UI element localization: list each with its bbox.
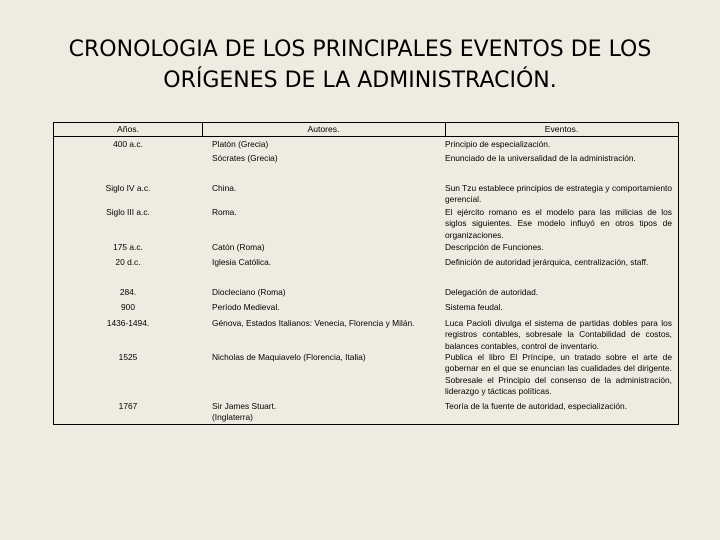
- table-header: [54, 123, 678, 137]
- row-author: Platón (Grecia): [212, 139, 269, 149]
- row-author: Génova, Estados Italianos: Venecia, Florencia y Milán.: [212, 318, 415, 328]
- row-author: Diocleciano (Roma): [212, 287, 286, 297]
- chronology-table: [53, 122, 679, 425]
- row-year: 900: [121, 302, 135, 312]
- row-event: El ejército romano es el modelo para las milicias de los siglos siguientes. Ese modelo influyó en otros tipos de organizaciones.: [445, 207, 672, 240]
- row-event: Enunciado de la universalidad de la administración.: [445, 153, 636, 163]
- header-year: Años.: [117, 124, 139, 134]
- row-author: Sócrates (Grecia): [212, 153, 278, 163]
- row-author: Nicholas de Maquiavelo (Florencia, Italia): [212, 352, 366, 362]
- row-author: Sir James Stuart. (Inglaterra): [212, 401, 277, 423]
- row-author: Catón (Roma): [212, 242, 265, 252]
- row-event: Publica el libro El Príncipe, un tratado sobre el arte de gobernar en el que se enuncian las cualidades del dirigente. Sobresale el Principio del consenso de la administración, liderazgo y tácticas políticas.: [445, 352, 672, 396]
- row-event: Delegación de autoridad.: [445, 287, 539, 297]
- row-event: Sistema feudal.: [445, 302, 503, 312]
- row-year: 284.: [119, 287, 137, 297]
- row-event: Luca Pacioli divulga el sistema de partidas dobles para los registros contables, sobresale la Contabilidad de costos, balances contables, control de inventario.: [445, 318, 672, 351]
- row-year: 175 a.c.: [113, 242, 143, 252]
- row-event: Teoría de la fuente de autoridad, especialización.: [445, 401, 628, 411]
- row-author: China.: [212, 183, 237, 193]
- row-event: Definición de autoridad jerárquica, centralización, staff.: [445, 257, 649, 267]
- row-year: 1525: [118, 352, 138, 362]
- row-author: Período Medieval.: [212, 302, 280, 312]
- row-event: Descripción de Funciones.: [445, 242, 544, 252]
- row-year: Siglo III a.c.: [106, 207, 150, 217]
- row-author: Iglesia Católica.: [212, 257, 272, 267]
- row-author: Roma.: [212, 207, 237, 217]
- header-author: Autores.: [307, 124, 340, 134]
- page-title: CRONOLOGIA DE LOS PRINCIPALES EVENTOS DE LOS ORÍGENES DE LA ADMINISTRACIÓN.: [68, 37, 652, 93]
- row-year: 20 d.c.: [115, 257, 141, 267]
- row-year: Siglo IV a.c.: [105, 183, 151, 193]
- row-event: Principio de especialización.: [445, 139, 551, 149]
- row-event: Sun Tzu establece principios de estrategia y comportamiento gerencial.: [445, 183, 672, 205]
- row-year: 400 a.c.: [113, 139, 143, 149]
- row-year: 1767: [118, 401, 138, 411]
- header-event: Eventos.: [544, 124, 579, 134]
- row-year: 1436-1494.: [106, 318, 150, 328]
